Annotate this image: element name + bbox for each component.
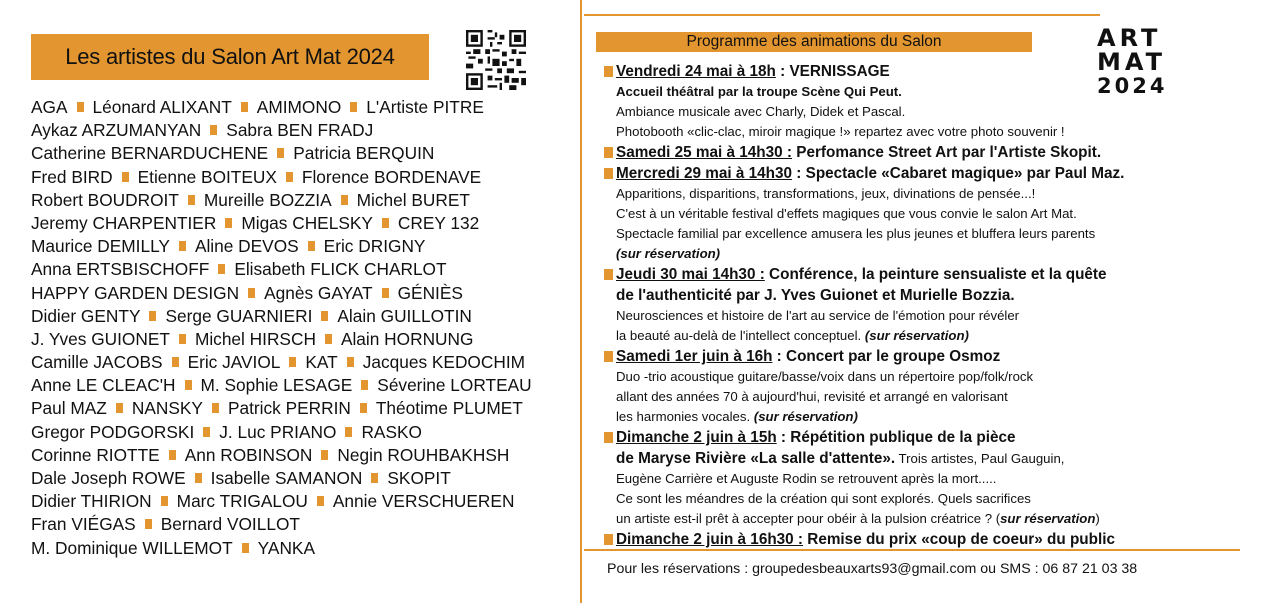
artist-name: Fran VIÉGAS bbox=[31, 514, 136, 535]
artist-name: Eric JAVIOL bbox=[187, 352, 281, 373]
artist-row bbox=[31, 490, 571, 513]
artist-name: J. Luc PRIANO bbox=[219, 421, 337, 442]
event-heading bbox=[604, 427, 1204, 448]
event-text: un artiste est-il prêt à accepter pour obéir à la pulsion créatrice ? ( bbox=[616, 511, 1001, 526]
artist-name: Didier THIRION bbox=[31, 491, 152, 512]
event-line bbox=[604, 184, 1204, 204]
event-heading bbox=[604, 142, 1204, 163]
event-text: Ce sont les méandres de la création qui sont explorés. Quels sacrifices bbox=[616, 491, 1031, 506]
artist-name: Catherine BERNARDUCHENE bbox=[31, 143, 269, 164]
bullet-square-icon bbox=[218, 264, 225, 274]
event-text: les harmonies vocales. bbox=[616, 409, 754, 424]
bullet-square-icon bbox=[321, 450, 328, 460]
bullet-square-icon bbox=[604, 432, 613, 443]
artist-name: Didier GENTY bbox=[31, 305, 141, 326]
artist-name: Corinne RIOTTE bbox=[31, 444, 160, 465]
artist-row bbox=[31, 374, 571, 397]
artist-name: Jacques KEDOCHIM bbox=[362, 352, 526, 373]
event-text-tail: Trois artistes, Paul Gauguin, bbox=[895, 451, 1065, 466]
bullet-square-icon bbox=[345, 427, 352, 437]
artist-name: Paul MAZ bbox=[31, 398, 107, 419]
artist-name: HAPPY GARDEN DESIGN bbox=[31, 282, 240, 303]
event-text: (sur réservation) bbox=[616, 246, 721, 261]
artist-name: M. Sophie LESAGE bbox=[200, 375, 353, 396]
event-line bbox=[604, 244, 1204, 264]
artist-name: J. Yves GUIONET bbox=[31, 328, 170, 349]
event-line bbox=[604, 122, 1204, 142]
event-text: Ambiance musicale avec Charly, Didek et Pascal. bbox=[616, 104, 906, 119]
event-line bbox=[604, 224, 1204, 244]
artist-name: Eric DRIGNY bbox=[323, 236, 426, 257]
bullet-square-icon bbox=[169, 450, 176, 460]
reservation-note: (sur réservation) bbox=[753, 409, 858, 424]
artist-row bbox=[31, 351, 571, 374]
reservation-footer: Pour les réservations : groupedesbeauxarts93@gmail.com ou SMS : 06 87 21 03 38 bbox=[607, 561, 1138, 577]
bullet-square-icon bbox=[604, 534, 613, 545]
logo-line-mat: MAT bbox=[1097, 48, 1166, 76]
artist-name: Michel HIRSCH bbox=[194, 328, 316, 349]
artist-row bbox=[31, 119, 571, 142]
artist-name: KAT bbox=[305, 352, 338, 373]
bullet-square-icon bbox=[604, 269, 613, 280]
artist-name: Jeremy CHARPENTIER bbox=[31, 212, 217, 233]
event-date: Samedi 25 mai à 14h30 : bbox=[616, 144, 793, 161]
bullet-square-icon bbox=[317, 496, 324, 506]
artist-row bbox=[31, 467, 571, 490]
divider-top bbox=[584, 14, 1100, 16]
event-text: de l'authenticité par J. Yves Guionet et Murielle Bozzia. bbox=[616, 287, 1015, 304]
event-heading bbox=[604, 346, 1204, 367]
artist-name: GÉNIÈS bbox=[397, 282, 463, 303]
logo-line-year: 2024 bbox=[1097, 74, 1168, 98]
artist-name: Théotime PLUMET bbox=[375, 398, 523, 419]
bullet-square-icon bbox=[195, 473, 202, 483]
bullet-square-icon bbox=[350, 102, 357, 112]
event-date: Jeudi 30 mai 14h30 : bbox=[616, 266, 765, 283]
artist-name: Bernard VOILLOT bbox=[160, 514, 300, 535]
event-line bbox=[604, 285, 1204, 306]
bullet-square-icon bbox=[371, 473, 378, 483]
event-line bbox=[604, 306, 1204, 326]
artist-name: Agnès GAYAT bbox=[264, 282, 373, 303]
bullet-square-icon bbox=[145, 519, 152, 529]
event-heading bbox=[604, 61, 1204, 82]
event-text: Spectacle familial par excellence amusera les plus jeunes et bluffera leurs parents bbox=[616, 226, 1096, 241]
bullet-square-icon bbox=[289, 357, 296, 367]
event-line bbox=[604, 326, 1204, 346]
bullet-square-icon bbox=[347, 357, 354, 367]
bullet-square-icon bbox=[382, 288, 389, 298]
artist-row bbox=[31, 444, 571, 467]
artist-name: Negin ROUHBAKHSH bbox=[337, 444, 510, 465]
artist-name: Fred BIRD bbox=[31, 166, 113, 187]
artist-name: AGA bbox=[31, 97, 68, 117]
bullet-square-icon bbox=[149, 311, 156, 321]
artist-name: Séverine LORTEAU bbox=[377, 375, 532, 396]
qr-code-icon[interactable] bbox=[466, 30, 526, 90]
event-text: Duo -trio acoustique guitare/basse/voix dans un répertoire pop/folk/rock bbox=[616, 369, 1034, 384]
artist-name: Robert BOUDROIT bbox=[31, 189, 179, 210]
event-line bbox=[604, 82, 1204, 102]
event-line bbox=[604, 204, 1204, 224]
event-text: la beauté au-delà de l'intellect conceptuel. bbox=[616, 328, 865, 343]
artist-row bbox=[31, 142, 571, 165]
artist-row bbox=[31, 421, 571, 444]
artist-name: Aykaz ARZUMANYAN bbox=[31, 120, 202, 141]
bullet-square-icon bbox=[241, 102, 248, 112]
event-heading bbox=[604, 529, 1204, 550]
artist-name: Alain GUILLOTIN bbox=[337, 305, 472, 326]
event-date: Vendredi 24 mai à 18h bbox=[616, 63, 776, 80]
event-line bbox=[604, 407, 1204, 427]
event-text: Accueil théâtral par la troupe Scène Qui Peut. bbox=[616, 84, 902, 99]
event-text: C'est à un véritable festival d'effets magiques que vous convie le salon Art Mat. bbox=[616, 206, 1077, 221]
artist-name: Isabelle SAMANON bbox=[210, 468, 363, 488]
divider-vertical bbox=[580, 0, 582, 603]
bullet-square-icon bbox=[277, 148, 284, 158]
event-text: Photobooth «clic-clac, miroir magique !» repartez avec votre photo souvenir ! bbox=[616, 124, 1065, 139]
artist-name: Patrick PERRIN bbox=[227, 398, 351, 419]
bullet-square-icon bbox=[116, 403, 123, 413]
artist-row bbox=[31, 397, 571, 420]
event-line bbox=[604, 448, 1204, 469]
bullet-square-icon bbox=[212, 403, 219, 413]
event-heading bbox=[604, 264, 1204, 285]
artist-row bbox=[31, 305, 571, 328]
artist-name: Mureille BOZZIA bbox=[203, 189, 332, 210]
artist-name: Léonard ALIXANT bbox=[92, 97, 232, 117]
bullet-square-icon bbox=[604, 168, 613, 179]
logo-line-art: ART bbox=[1097, 24, 1162, 52]
artists-title: Les artistes du Salon Art Mat 2024 bbox=[65, 44, 395, 69]
event-text: Apparitions, disparitions, transformations, jeux, divinations de pensée...! bbox=[616, 186, 1036, 201]
event-line bbox=[604, 102, 1204, 122]
artist-name: Ann ROBINSON bbox=[184, 444, 313, 465]
artist-name: NANSKY bbox=[131, 398, 203, 419]
bullet-square-icon bbox=[321, 311, 328, 321]
events-list bbox=[604, 61, 1204, 550]
artist-name: L'Artiste PITRE bbox=[366, 97, 484, 117]
artist-row bbox=[31, 189, 571, 212]
bullet-square-icon bbox=[188, 195, 195, 205]
artist-name: Elisabeth FLICK CHARLOT bbox=[234, 259, 447, 280]
event-date: Dimanche 2 juin à 16h30 : bbox=[616, 531, 804, 548]
bullet-square-icon bbox=[210, 125, 217, 135]
bullet-square-icon bbox=[308, 241, 315, 251]
event-date: Mercredi 29 mai à 14h30 bbox=[616, 165, 793, 182]
event-title: : Répétition publique de la pièce bbox=[776, 429, 1016, 446]
bullet-square-icon bbox=[325, 334, 332, 344]
bullet-square-icon bbox=[225, 218, 232, 228]
artist-name: Marc TRIGALOU bbox=[176, 491, 308, 512]
bullet-square-icon bbox=[172, 357, 179, 367]
artist-name: Anne LE CLEAC'H bbox=[31, 375, 176, 396]
bullet-square-icon bbox=[179, 241, 186, 251]
artist-name: Gregor PODGORSKI bbox=[31, 421, 195, 442]
bullet-square-icon bbox=[361, 380, 368, 390]
artist-name: CREY 132 bbox=[397, 212, 480, 233]
artist-row bbox=[31, 282, 571, 305]
bullet-square-icon bbox=[604, 351, 613, 362]
artist-row bbox=[31, 212, 571, 235]
artists-title-box bbox=[31, 34, 429, 80]
bullet-square-icon bbox=[248, 288, 255, 298]
artist-name: Florence BORDENAVE bbox=[301, 166, 482, 187]
event-title: Remise du prix «coup de coeur» du public bbox=[803, 531, 1115, 548]
artist-name: Aline DEVOS bbox=[194, 236, 299, 257]
artist-name: Annie VERSCHUEREN bbox=[332, 491, 515, 512]
artist-row bbox=[31, 513, 571, 536]
event-line bbox=[604, 367, 1204, 387]
event-title: : Concert par le groupe Osmoz bbox=[772, 348, 1001, 365]
artist-name: Sabra BEN FRADJ bbox=[226, 120, 374, 141]
reservation-note: (sur réservation) bbox=[864, 328, 969, 343]
event-title: : VERNISSAGE bbox=[775, 63, 890, 80]
artist-row bbox=[31, 537, 571, 560]
program-title-box bbox=[596, 32, 1032, 52]
event-line bbox=[604, 509, 1204, 529]
artist-name: Anna ERTSBISCHOFF bbox=[31, 259, 210, 280]
bullet-square-icon bbox=[179, 334, 186, 344]
artists-list bbox=[31, 96, 571, 560]
bullet-square-icon bbox=[203, 427, 210, 437]
event-text: Neurosciences et histoire de l'art au service de l'émotion pour révéler bbox=[616, 308, 1020, 323]
artist-name: SKOPIT bbox=[387, 468, 451, 488]
artist-name: Camille JACOBS bbox=[31, 352, 163, 373]
artist-row bbox=[31, 235, 571, 258]
event-line bbox=[604, 489, 1204, 509]
artist-name: Serge GUARNIERI bbox=[165, 305, 313, 326]
bullet-square-icon bbox=[286, 172, 293, 182]
artist-name: Michel BURET bbox=[356, 189, 470, 210]
event-text: allant des années 70 à aujourd'hui, revisité et arrangé en valorisant bbox=[616, 389, 1008, 404]
bullet-square-icon bbox=[122, 172, 129, 182]
bullet-square-icon bbox=[604, 66, 613, 77]
artist-row bbox=[31, 96, 571, 119]
event-text: de Maryse Rivière «La salle d'attente». bbox=[616, 450, 896, 467]
artist-name: Alain HORNUNG bbox=[340, 328, 474, 349]
event-date: Samedi 1er juin à 16h bbox=[616, 348, 773, 365]
artist-name: YANKA bbox=[257, 537, 315, 558]
bullet-square-icon bbox=[161, 496, 168, 506]
artist-name: Migas CHELSKY bbox=[241, 212, 373, 233]
artist-name: M. Dominique WILLEMOT bbox=[31, 537, 233, 558]
artist-name: Patricia BERQUIN bbox=[293, 143, 435, 164]
reservation-note: sur réservation bbox=[1000, 511, 1096, 526]
event-heading bbox=[604, 163, 1204, 184]
program-title: Programme des animations du Salon bbox=[686, 33, 942, 50]
bullet-square-icon bbox=[604, 147, 613, 158]
event-date: Dimanche 2 juin à 15h bbox=[616, 429, 777, 446]
event-text-after: ) bbox=[1095, 511, 1100, 526]
artist-name: Dale Joseph ROWE bbox=[31, 468, 186, 488]
artist-name: Maurice DEMILLY bbox=[31, 236, 170, 257]
artist-row bbox=[31, 166, 571, 189]
artist-row bbox=[31, 258, 571, 281]
event-title: Conférence, la peinture sensualiste et la quête bbox=[764, 266, 1107, 283]
artist-name: AMIMONO bbox=[256, 97, 342, 117]
event-title: : Spectacle «Cabaret magique» par Paul Maz. bbox=[792, 165, 1125, 182]
event-title: Perfomance Street Art par l'Artiste Skopit. bbox=[792, 144, 1102, 161]
artist-row bbox=[31, 328, 571, 351]
bullet-square-icon bbox=[341, 195, 348, 205]
bullet-square-icon bbox=[360, 403, 367, 413]
artist-name: Etienne BOITEUX bbox=[137, 166, 277, 187]
bullet-square-icon bbox=[382, 218, 389, 228]
artist-name: RASKO bbox=[361, 421, 422, 442]
event-line bbox=[604, 387, 1204, 407]
bullet-square-icon bbox=[185, 380, 192, 390]
bullet-square-icon bbox=[242, 543, 249, 553]
event-line bbox=[604, 469, 1204, 489]
event-text: Eugène Carrière et Auguste Rodin se retrouvent après la mort..... bbox=[616, 471, 997, 486]
bullet-square-icon bbox=[77, 102, 84, 112]
